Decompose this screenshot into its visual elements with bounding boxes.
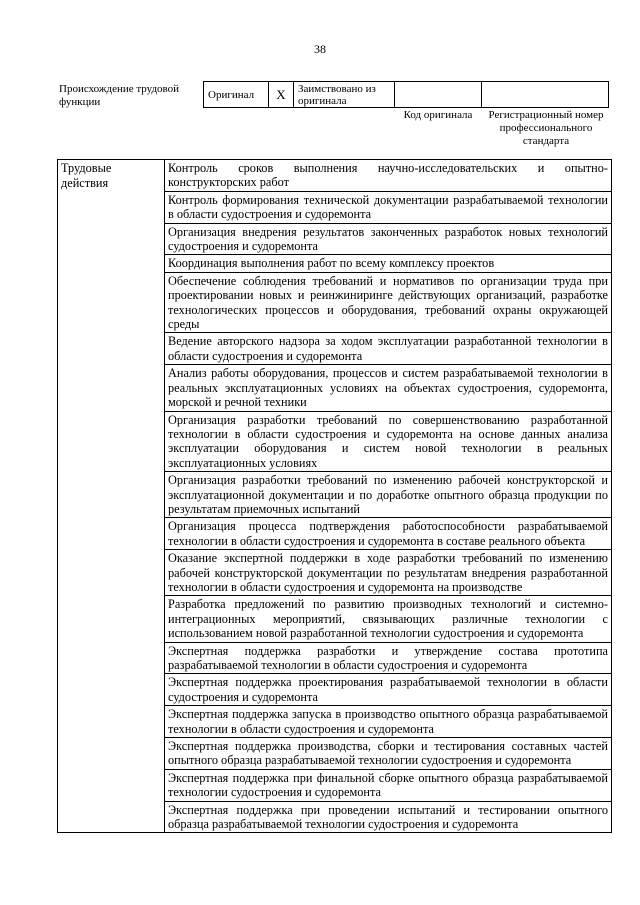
labor-action-item: Экспертная поддержка запуска в производство опытного образца разрабатываемой технологии в области судостроения и судоремонта <box>165 706 612 738</box>
labor-action-item: Разработка предложений по развитию производных технологий и системно-интеграционных мероприятий, связывающих различные технологии с использованием новой разработанной технологии судостроения и судоремонта <box>165 596 612 642</box>
labor-action-item: Контроль формирования технической документации разрабатываемой технологии в области судостроения и судоремонта <box>165 191 612 223</box>
labor-action-item: Обеспечение соблюдения требований и нормативов по организации труда при проектировании новых и реинжиниринге действующих организаций, разработке технологических процессов и оборудования, требований охраны окружающей среды <box>165 272 612 333</box>
labor-action-item: Экспертная поддержка проектирования разрабатываемой технологии в области судостроения и судоремонта <box>165 674 612 706</box>
labor-action-item: Оказание экспертной поддержки в ходе разработки требований по изменению рабочей конструкторской документации по результатам внедрения разработанной технологии в области судостроения и судоремонта на производстве <box>165 550 612 596</box>
labor-actions-table <box>57 159 612 833</box>
original-label: Оригинал <box>204 82 269 108</box>
labor-action-item: Координация выполнения работ по всему комплексу проектов <box>165 255 612 272</box>
labor-action-item: Экспертная поддержка производства, сборки и тестирования составных частей опытного образца разрабатываемой технологии судостроения и судоремонта <box>165 738 612 770</box>
labor-action-item: Организация внедрения результатов законченных разработок новых технологий судостроения и судоремонта <box>165 223 612 255</box>
labor-action-item: Организация разработки требований по изменению рабочей конструкторской и эксплуатационной документации и по доработке опытного образца продукции по результатам приемочных испытаний <box>165 472 612 518</box>
registration-number-cell <box>482 82 609 108</box>
labor-action-item: Анализ работы оборудования, процессов и систем разрабатываемой технологии в реальных эксплуатационных условиях на объектах судостроения, судоремонта, морской и речной техники <box>165 365 612 411</box>
origin-table <box>203 81 609 108</box>
labor-action-item: Экспертная поддержка разработки и утверждение состава прототипа разрабатываемой технологии в области судостроения и судоремонта <box>165 642 612 674</box>
code-caption: Код оригинала <box>403 109 473 121</box>
table-row <box>58 160 612 192</box>
registration-caption: Регистрационный номер профессионального стандарта <box>488 109 604 147</box>
borrowed-label: Заимствовано из оригинала <box>294 82 395 108</box>
labor-action-item: Организация процесса подтверждения работоспособности разрабатываемой технологии в области судостроения и судоремонта в составе реального объекта <box>165 518 612 550</box>
labor-action-item: Контроль сроков выполнения научно-исследовательских и опытно-конструкторских работ <box>165 160 612 192</box>
labor-action-item: Ведение авторского надзора за ходом эксплуатации разработанной технологии в области судостроения и судоремонта <box>165 333 612 365</box>
labor-action-item: Экспертная поддержка при финальной сборке опытного образца разрабатываемой технологии судостроения и судоремонта <box>165 769 612 801</box>
labor-actions-header: Трудовые действия <box>58 160 165 833</box>
origin-label: Происхождение трудовой функции <box>59 83 180 108</box>
original-code-cell <box>395 82 482 108</box>
original-mark: X <box>269 82 294 108</box>
labor-action-item: Экспертная поддержка при проведении испытаний и тестировании опытного образца разрабатываемой технологии судостроения и судоремонта <box>165 801 612 833</box>
page-number: 38 <box>314 42 326 56</box>
labor-action-item: Организация разработки требований по совершенствованию разработанной технологии в области судостроения и судоремонта на основе данных анализа эксплуатации оборудования и систем новой технологии в реальных эксплуатационных условиях <box>165 411 612 472</box>
